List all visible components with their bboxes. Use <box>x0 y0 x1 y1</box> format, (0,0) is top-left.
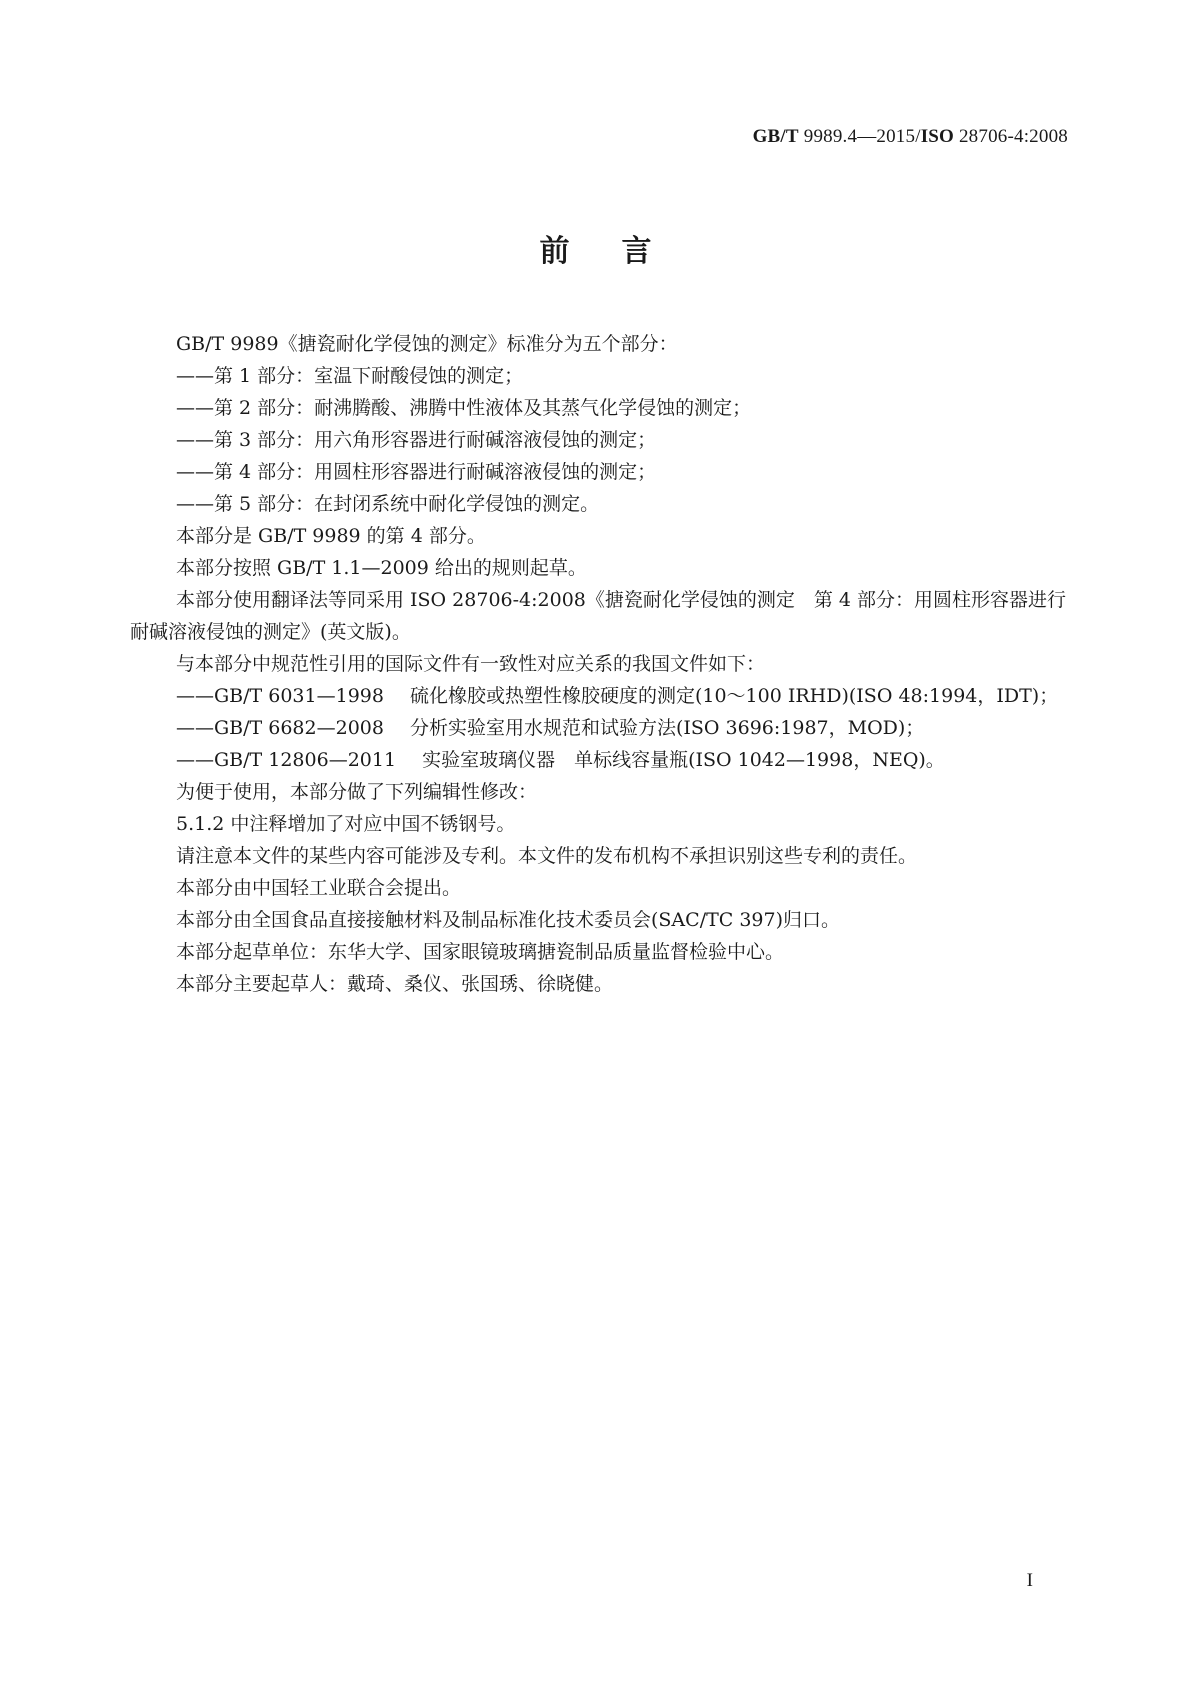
paragraph: 本部分起草单位：东华大学、国家眼镜玻璃搪瓷制品质量监督检验中心。 <box>176 941 785 963</box>
paragraph: 5.1.2 中注释增加了对应中国不锈钢号。 <box>176 813 516 835</box>
list-item: ——第 1 部分：室温下耐酸侵蚀的测定； <box>176 365 524 387</box>
standard-code: GB/T 9989.4—2015/ISO 28706-4:2008 <box>752 126 1068 147</box>
paragraph: 请注意本文件的某些内容可能涉及专利。本文件的发布机构不承担识别这些专利的责任。 <box>176 845 918 867</box>
list-item: ——第 5 部分：在封闭系统中耐化学侵蚀的测定。 <box>176 493 600 515</box>
document-body <box>130 328 1076 1000</box>
reference-item: ——GB/T 12806—2011 实验室玻璃仪器 单标线容量瓶(ISO 1042—1998，NEQ)。 <box>176 749 945 771</box>
paragraph: 本部分按照 GB/T 1.1—2009 给出的规则起草。 <box>176 557 587 579</box>
list-item: ——第 3 部分：用六角形容器进行耐碱溶液侵蚀的测定； <box>176 429 657 451</box>
paragraph: 与本部分中规范性引用的国际文件有一致性对应关系的我国文件如下： <box>176 653 766 675</box>
page-title: 前言 <box>539 234 704 269</box>
paragraph: 本部分是 GB/T 9989 的第 4 部分。 <box>176 525 486 547</box>
reference-item: ——GB/T 6031—1998 硫化橡胶或热塑性橡胶硬度的测定(10～100 IRHD)(ISO 48:1994，IDT)； <box>176 685 1059 707</box>
list-item: ——第 2 部分：耐沸腾酸、沸腾中性液体及其蒸气化学侵蚀的测定； <box>176 397 752 419</box>
paragraph: 为便于使用，本部分做了下列编辑性修改： <box>176 781 538 803</box>
reference-item: ——GB/T 6682—2008 分析实验室用水规范和试验方法(ISO 3696:1987，MOD)； <box>176 717 925 739</box>
paragraph: 本部分主要起草人：戴琦、桑仪、张国琇、徐晓健。 <box>176 973 614 995</box>
page-number: I <box>1026 1570 1033 1591</box>
intro-paragraph: GB/T 9989《搪瓷耐化学侵蚀的测定》标准分为五个部分： <box>176 333 678 355</box>
paragraph: 本部分使用翻译法等同采用 ISO 28706-4:2008《搪瓷耐化学侵蚀的测定 第 4 部分：用圆柱形容器进行耐碱溶液侵蚀的测定》(英文版)。 <box>130 589 1067 643</box>
paragraph: 本部分由全国食品直接接触材料及制品标准化技术委员会(SAC/TC 397)归口。 <box>176 909 841 931</box>
list-item: ——第 4 部分：用圆柱形容器进行耐碱溶液侵蚀的测定； <box>176 461 657 483</box>
paragraph: 本部分由中国轻工业联合会提出。 <box>176 877 462 899</box>
